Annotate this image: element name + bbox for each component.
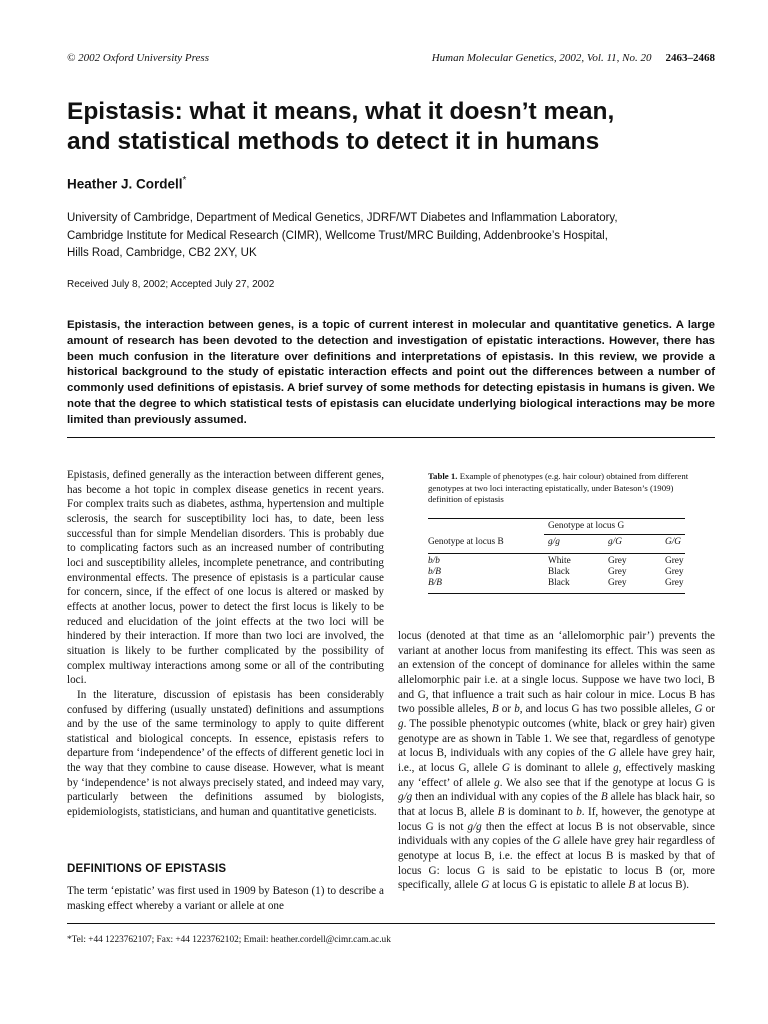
text-run: then an individual with any copies of the [412, 791, 601, 804]
allele-symbol: b [576, 805, 582, 818]
genotype-symbol: g/g [467, 820, 482, 833]
journal-name: Human Molecular Genetics, 2002, Vol. 11, No. 20 [431, 52, 652, 64]
text-run: is dominant to allele [509, 761, 614, 774]
paragraph-3: The term ‘epistatic’ was first used in 1909 by Bateson (1) to describe a masking effect whereby a variant or allele at one [67, 885, 384, 912]
abstract: Epistasis, the interaction between genes, is a topic of current interest in molecular and quantitative genetics. A large amount of research has been devoted to the detection and investigation of epistatic interactions. However, there has been much confusion in the literature over definitions and interpretations of epistasis. In this review, we provide a historical background to the study of epistatic interaction effects and point out the differences between a number of commonly used definitions of epistasis. A brief survey of some methods for detecting epistasis in humans is given. We note that the degree to which statistical tests of epistasis can elucidate underlying biological interactions may be more limited than previously assumed. [67, 319, 715, 426]
allele-symbol: g [613, 761, 619, 774]
genotype-symbol: g/g [398, 791, 413, 804]
article-title [67, 97, 717, 157]
section-heading: DEFINITIONS OF EPISTASIS [67, 863, 227, 875]
table-spanning-header: Genotype at locus G [548, 521, 625, 531]
table-cell: Grey [665, 556, 684, 566]
allele-symbol: B [628, 879, 636, 892]
author-footnote: *Tel: +44 1223762107; Fax: +44 1223762102; Email: heather.cordell@cimr.cam.ac.uk [67, 935, 391, 945]
table-cell-genotype: B/B [428, 578, 442, 588]
author-name: Heather J. Cordell [67, 176, 183, 192]
allele-symbol: G [481, 879, 490, 892]
text-run: allele have grey hair, i.e., at locus G, allele [398, 747, 715, 774]
table-cell-genotype: b/b [428, 556, 440, 566]
table-spanner-rule [544, 534, 685, 535]
text-run: . We also see that if the genotype at locus G is [499, 776, 715, 789]
allele-symbol: B [600, 791, 608, 804]
text-run: or [702, 703, 715, 716]
table-column-header: G/G [665, 537, 682, 547]
left-column [67, 468, 384, 820]
table-cell-genotype: b/B [428, 567, 441, 577]
text-run: or [498, 703, 515, 716]
table-cell: Grey [665, 578, 684, 588]
table-label: Table 1. [428, 471, 458, 481]
text-run: is dominant to [504, 805, 577, 818]
author-line [67, 175, 186, 192]
allele-symbol: G [501, 761, 510, 774]
table-cell: Grey [608, 567, 627, 577]
affiliation-line: Cambridge Institute for Medical Research (CIMR), Wellcome Trust/MRC Building, Addenbrooke’s Hospital, [67, 229, 608, 242]
table-cell: Grey [665, 567, 684, 577]
text-run: then the effect at locus B is not observable, since individuals with any copies of the [398, 820, 715, 848]
table-cell: Grey [608, 578, 627, 588]
paragraph-4 [398, 629, 715, 893]
title-line-2: and statistical methods to detect it in humans [67, 128, 600, 155]
allele-symbol: B [491, 703, 499, 716]
affiliation-line: University of Cambridge, Department of Medical Genetics, JDRF/WT Diabetes and Inflammation Laboratory, [67, 212, 618, 224]
table-row-header: Genotype at locus B [428, 537, 504, 547]
text-run: , and locus G has two possible alleles, [519, 703, 695, 716]
copyright-notice: © 2002 Oxford University Press [67, 52, 209, 64]
left-column-continued [67, 884, 384, 913]
paragraph-1: Epistasis, defined generally as the interaction between different genes, has become a hot topic in complex disease genetics in recent years. For complex traits such as diabetes, asthma, hypertension and multiple sclerosis, the search for susceptibility loci has, to date, been less successful than for simple Mendelian disorders. This is probably due to complicating factors such as an increased number of contributing loci and susceptibility alleles, incomplete penetrance, and contributing environmental effects. The presence of epistasis is a particular cause for concern, since, if the effect of one locus is altered or masked by effects at another locus, power to detect the first locus is likely to be reduced and elucidation of the joint effects at the two loci will be hindered by their interaction. If more than two loci are involved, the situation is likely to be further complicated by the possibility of complex multiway interactions among some or all of the contributing loci. [67, 469, 384, 687]
table-caption-text: Example of phenotypes (e.g. hair colour) obtained from different genotypes at two loci interacting epistatically, under Bateson’s (1909) definition of epistasis [428, 471, 689, 504]
table-top-rule [428, 518, 685, 519]
text-run: allele has black hair, so that at locus B, allele [398, 791, 715, 818]
allele-symbol: B [497, 805, 505, 818]
text-run: . The possible phenotypic outcomes (white, black or grey hair) given genotype are as shown in Table 1. We see that, regardless of genotype at locus B, individuals with any copies of the [398, 717, 715, 760]
text-run: at locus G is epistatic to allele [489, 879, 629, 892]
title-line-1: Epistasis: what it means, what it doesn’t mean, [67, 98, 615, 125]
table-cell: White [548, 556, 571, 566]
allele-symbol: G [694, 703, 703, 716]
table-cell: Black [548, 567, 570, 577]
allele-symbol: g [398, 717, 404, 730]
allele-symbol: G [552, 835, 561, 848]
received-accepted-dates: Received July 8, 2002; Accepted July 27, 2002 [67, 279, 275, 290]
affiliation [67, 210, 717, 263]
allele-symbol: g [494, 776, 500, 789]
text-run: locus (denoted at that time as an ‘allelomorphic pair’) prevents the variant at another locus from manifesting its effect. This was seen as an extension of the concept of dominance for alleles within the same allelomorphic pair i.e. at a single locus. Suppose we have two loci, B and G, that influence a trait such as hair colour in mice. Locus B has two possible alleles, [398, 630, 715, 716]
table-column-header: g/G [608, 537, 622, 547]
text-run: at locus B). [635, 879, 690, 892]
allele-symbol: b [514, 703, 520, 716]
journal-citation [432, 52, 715, 64]
affiliation-line: Hills Road, Cambridge, CB2 2XY, UK [67, 247, 257, 259]
table-header-rule [428, 553, 685, 554]
right-column [398, 629, 715, 893]
text-run: . If, however, the genotype at locus G is not [398, 805, 715, 833]
table-bottom-rule [428, 593, 685, 594]
table-cell: Black [548, 578, 570, 588]
allele-symbol: G [608, 747, 617, 760]
paragraph-2: In the literature, discussion of epistasis has been considerably confused by differing (usually unstated) definitions and assumptions and by the use of the same terminology to apply to quite different statistical and biological concepts. In essence, epistasis refers to departure from ‘independence’ of the effects of different genetic loci in the way that they combine to cause disease. However, what is meant by ‘independence’ is not always precisely stated, and indeed may vary, particularly between the definitions assumed by biologists, epidemiologists, statisticians, and human and quantitative geneticists. [67, 688, 384, 819]
text-run: allele have grey hair regardless of genotype at locus B, i.e. the effect at locus B is masked by that of locus G: locus G is said to be epistatic to locus B (or, more specifically, allele [398, 835, 715, 892]
table-column-header: g/g [548, 537, 560, 547]
page-range: 2463–2468 [665, 52, 715, 64]
text-run: , effectively masking any ‘effect’ of allele [398, 761, 715, 789]
table-cell: Grey [608, 556, 627, 566]
table-caption [428, 471, 690, 506]
abstract-divider [67, 437, 715, 438]
footnote-divider [67, 923, 715, 924]
author-footnote-mark: * [182, 175, 187, 186]
